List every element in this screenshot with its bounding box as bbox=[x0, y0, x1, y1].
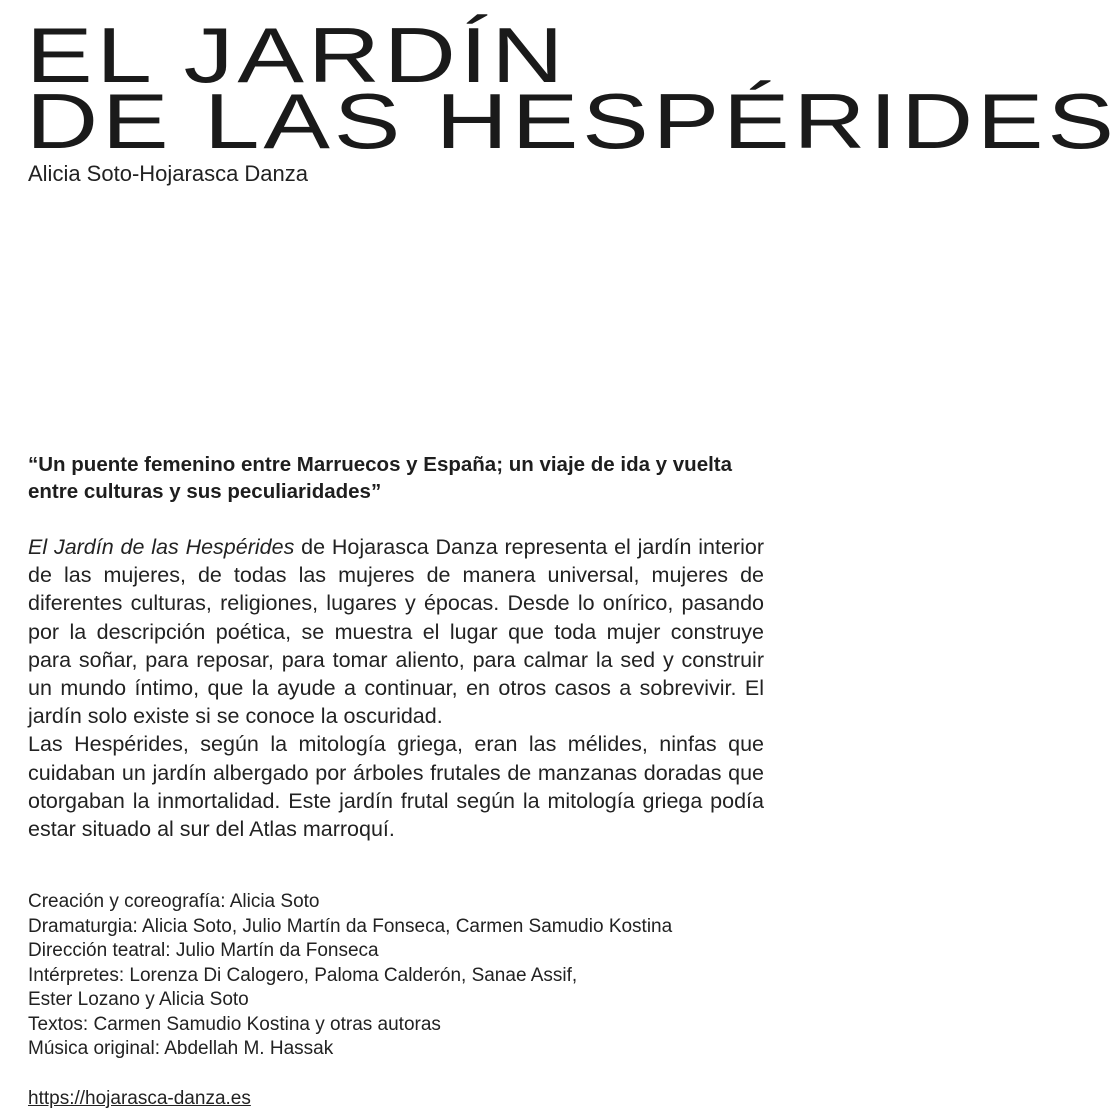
show-title-italic: El Jardín de las Hespérides bbox=[28, 535, 295, 559]
website-link[interactable]: https://hojarasca-danza.es bbox=[28, 1088, 251, 1109]
pull-quote: “Un puente femenino entre Marruecos y España; un viaje de ida y vuelta entre culturas y sus peculiaridades” bbox=[28, 453, 733, 503]
credit-direction: Dirección teatral: Julio Martín da Fonseca bbox=[28, 940, 379, 961]
credit-texts: Textos: Carmen Samudio Kostina y otras autoras bbox=[28, 1013, 441, 1035]
title-line-2: DE LAS HESPÉRIDES bbox=[26, 77, 1118, 165]
title-line-1: EL JARDÍN bbox=[26, 11, 568, 99]
credit-creation: Creación y coreografía: Alicia Soto bbox=[28, 891, 320, 912]
credits-list bbox=[28, 890, 788, 1062]
description-paragraph-2: Las Hespérides, según la mitología griega, eran las mélides, ninfas que cuidaban un jardín albergado por árboles frutales de manzanas doradas que otorgaban la inmortalidad. Este jardín frutal según la mitología griega podía estar situado al sur del Atlas marroquí. bbox=[28, 732, 764, 842]
description-paragraph-1 bbox=[28, 533, 764, 730]
credit-performers-continued: Ester Lozano y Alicia Soto bbox=[28, 989, 249, 1010]
credit-dramaturgy: Dramaturgia: Alicia Soto, Julio Martín da Fonseca, Carmen Samudio Kostina bbox=[28, 915, 673, 937]
credit-performers: Intérpretes: Lorenza Di Calogero, Paloma Calderón, Sanae Assif, bbox=[28, 964, 578, 986]
company-name: Alicia Soto-Hojarasca Danza bbox=[28, 161, 309, 186]
description-paragraph-1-text: de Hojarasca Danza representa el jardín interior de las mujeres, de todas las mujeres de manera universal, mujeres de diferentes culturas, religiones, lugares y épocas. Desde lo onírico, pasando por la descripción poética, se muestra el lugar que toda mujer construye para soñar, para reposar, para tomar aliento, para calmar la sed y construir un mundo íntimo, que la ayude a continuar, en otros casos a sobrevivir. El jardín solo existe si se conoce la oscuridad. bbox=[28, 535, 764, 729]
show-title bbox=[26, 11, 1118, 165]
description bbox=[28, 533, 764, 843]
credit-music: Música original: Abdellah M. Hassak bbox=[28, 1038, 334, 1059]
